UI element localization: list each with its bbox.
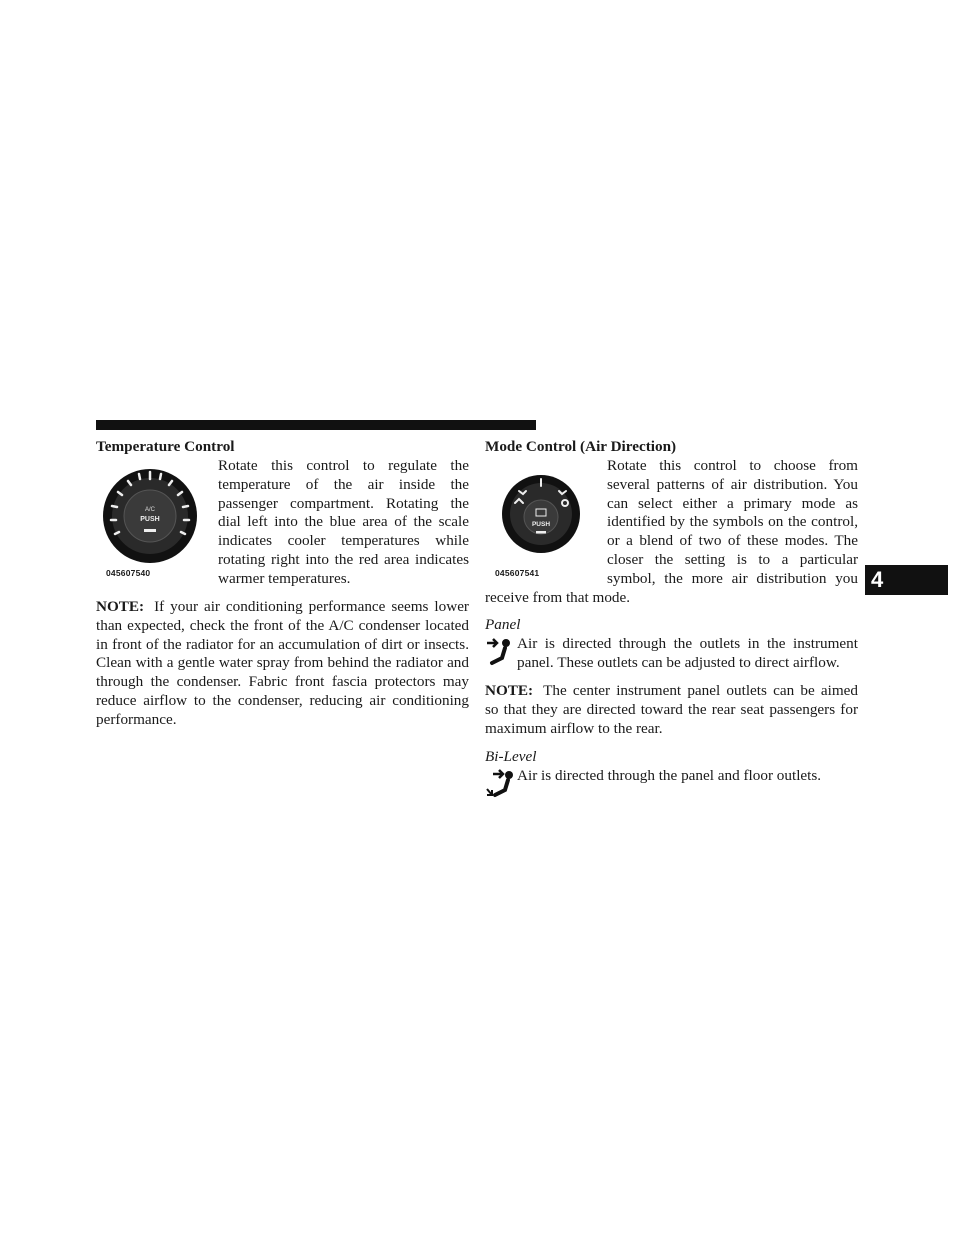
panel-note-text: The center instrument panel outlets can be aimed so that they are directed toward the rear seat passengers for maximum airflow to the rear. bbox=[485, 682, 858, 737]
bi-level-mode-icon bbox=[485, 769, 515, 805]
bi-level-heading: Bi-Level bbox=[485, 747, 537, 765]
mode-dial-figure bbox=[485, 459, 601, 583]
panel-mode-row bbox=[485, 635, 858, 673]
temperature-control-text: Rotate this control to regulate the temperature of the air inside the passenger compartment. Rotating the dial left into the blue area of the scale indicates cooler temperatures while rotating right into the red area indicates warmer temperatures. bbox=[218, 457, 469, 587]
mode-dial-icon bbox=[485, 459, 601, 569]
panel-heading: Panel bbox=[485, 616, 521, 634]
mode-dial-push-label: PUSH bbox=[531, 521, 551, 528]
temperature-control-intro bbox=[96, 457, 469, 589]
temperature-note bbox=[96, 598, 469, 730]
temperature-dial-icon bbox=[96, 459, 212, 569]
temperature-dial-ac-label: A/C bbox=[144, 507, 156, 513]
left-column bbox=[96, 438, 469, 730]
note-label: NOTE: bbox=[485, 682, 534, 700]
temperature-control-heading: Temperature Control bbox=[96, 438, 235, 455]
mode-figure-id: 045607541 bbox=[495, 568, 540, 579]
temperature-dial-push-label: PUSH bbox=[140, 516, 160, 523]
temperature-figure-id: 045607540 bbox=[106, 568, 151, 579]
chapter-tab: 4 bbox=[865, 565, 948, 595]
bi-level-mode-text: Air is directed through the panel and floor outlets. bbox=[517, 766, 822, 784]
panel-note bbox=[485, 682, 858, 738]
temperature-note-text: If your air conditioning performance seems lower than expected, check the front of the A/C condenser located in front of the radiator for an accumulation of dirt or insects. Clean with a gentle water spray from behind the radiator and through the condenser. Fabric front fascia protectors may reduce airflow to the condenser, reducing air conditioning performance. bbox=[96, 598, 469, 728]
panel-mode-icon bbox=[485, 637, 515, 673]
section-top-rule bbox=[96, 420, 536, 430]
panel-mode-text: Air is directed through the outlets in the instrument panel. These outlets can be adjusted to direct airflow. bbox=[517, 635, 858, 672]
temperature-dial-figure bbox=[96, 459, 212, 583]
mode-control-heading: Mode Control (Air Direction) bbox=[485, 438, 677, 455]
mode-control-intro bbox=[485, 457, 858, 607]
right-column bbox=[485, 438, 858, 805]
note-label: NOTE: bbox=[96, 598, 145, 615]
bi-level-mode-row bbox=[485, 767, 858, 805]
mode-control-text: Rotate this control to choose from several patterns of air distribution. You can select either a primary mode as identified by the symbols on the control, or a blend of two of these modes. The closer the setting is to a particular symbol, the more air distribution you receive from that mode. bbox=[485, 457, 858, 606]
